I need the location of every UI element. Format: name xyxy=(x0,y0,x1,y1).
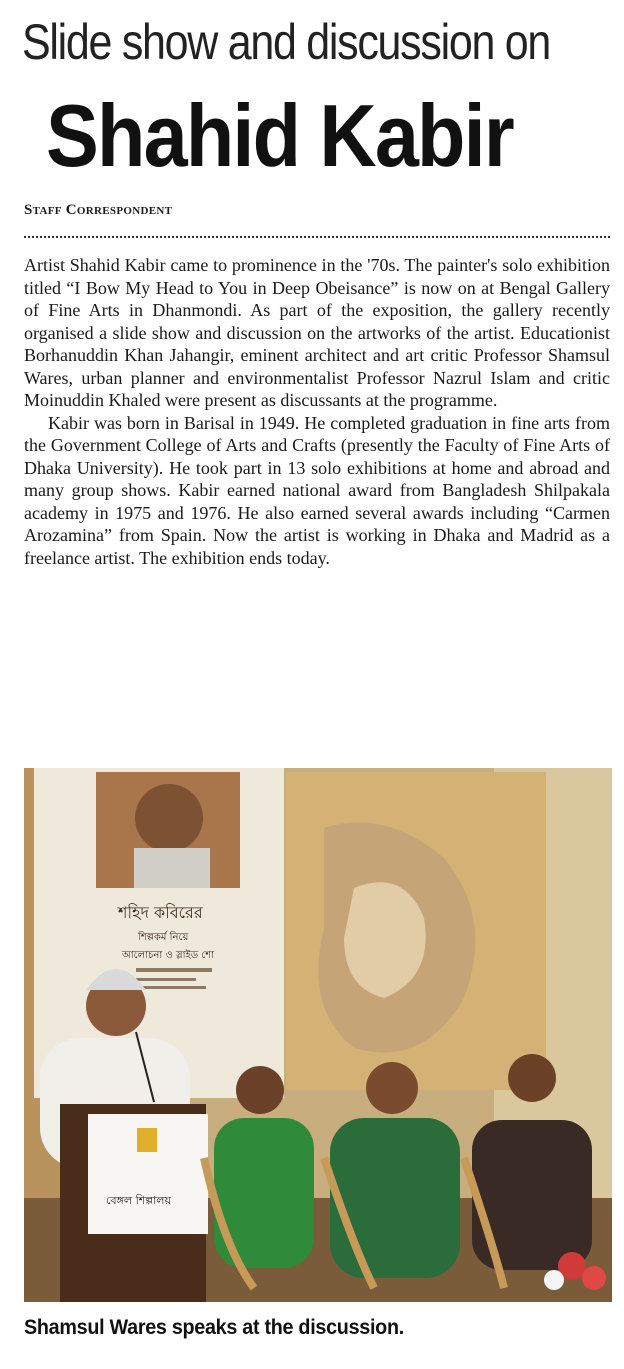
event-photo xyxy=(24,768,612,1302)
article-body xyxy=(24,254,610,569)
banner-line-2: শিল্পকর্ম নিয়ে xyxy=(138,932,189,943)
dotted-divider xyxy=(24,236,610,238)
panelist-2 xyxy=(330,1118,460,1278)
banner-line-3: আলোচনা ও স্লাইড শো xyxy=(122,950,215,961)
article-paragraph-1: Artist Shahid Kabir came to prominence in the '70s. The painter's solo exhibition titled “I Bow My Head to You in Deep Obeisance” is now on at Bengal Gallery of Fine Arts in Dhanmondi. As part of the exposition, the gallery recently organised a slide show and discussion on the artworks of the artist. Educationist Borhanuddin Khan Jahangir, eminent architect and art critic Professor Shamsul Wares, urban planner and environmentalist Professor Nazrul Islam and critic Moinuddin Khaled were present as discussants at the programme. xyxy=(24,255,610,410)
byline: Staff Correspondent xyxy=(24,202,173,218)
banner-title: শহিদ কবিরের xyxy=(118,903,203,922)
photo-caption: Shamsul Wares speaks at the discussion. xyxy=(24,1316,404,1339)
headline-line-2: Shahid Kabir xyxy=(46,86,513,185)
headline-line-1: Slide show and discussion on xyxy=(22,14,551,70)
podium-label: বেঙ্গল শিল্পালয় xyxy=(106,1194,171,1207)
article-paragraph-2: Kabir was born in Barisal in 1949. He completed graduation in fine arts from the Government College of Arts and Crafts (presently the Faculty of Fine Arts of Dhaka University). He took part in 13 solo exhibitions at home and abroad and many group shows. Kabir earned national award from Bangladesh Shilpakala academy in 1975 and 1976. He also earned several awards including “Carmen Arozamina” from Spain. Now the artist is working in Dhaka and Madrid as a freelance artist. The exhibition ends today. xyxy=(24,412,610,568)
